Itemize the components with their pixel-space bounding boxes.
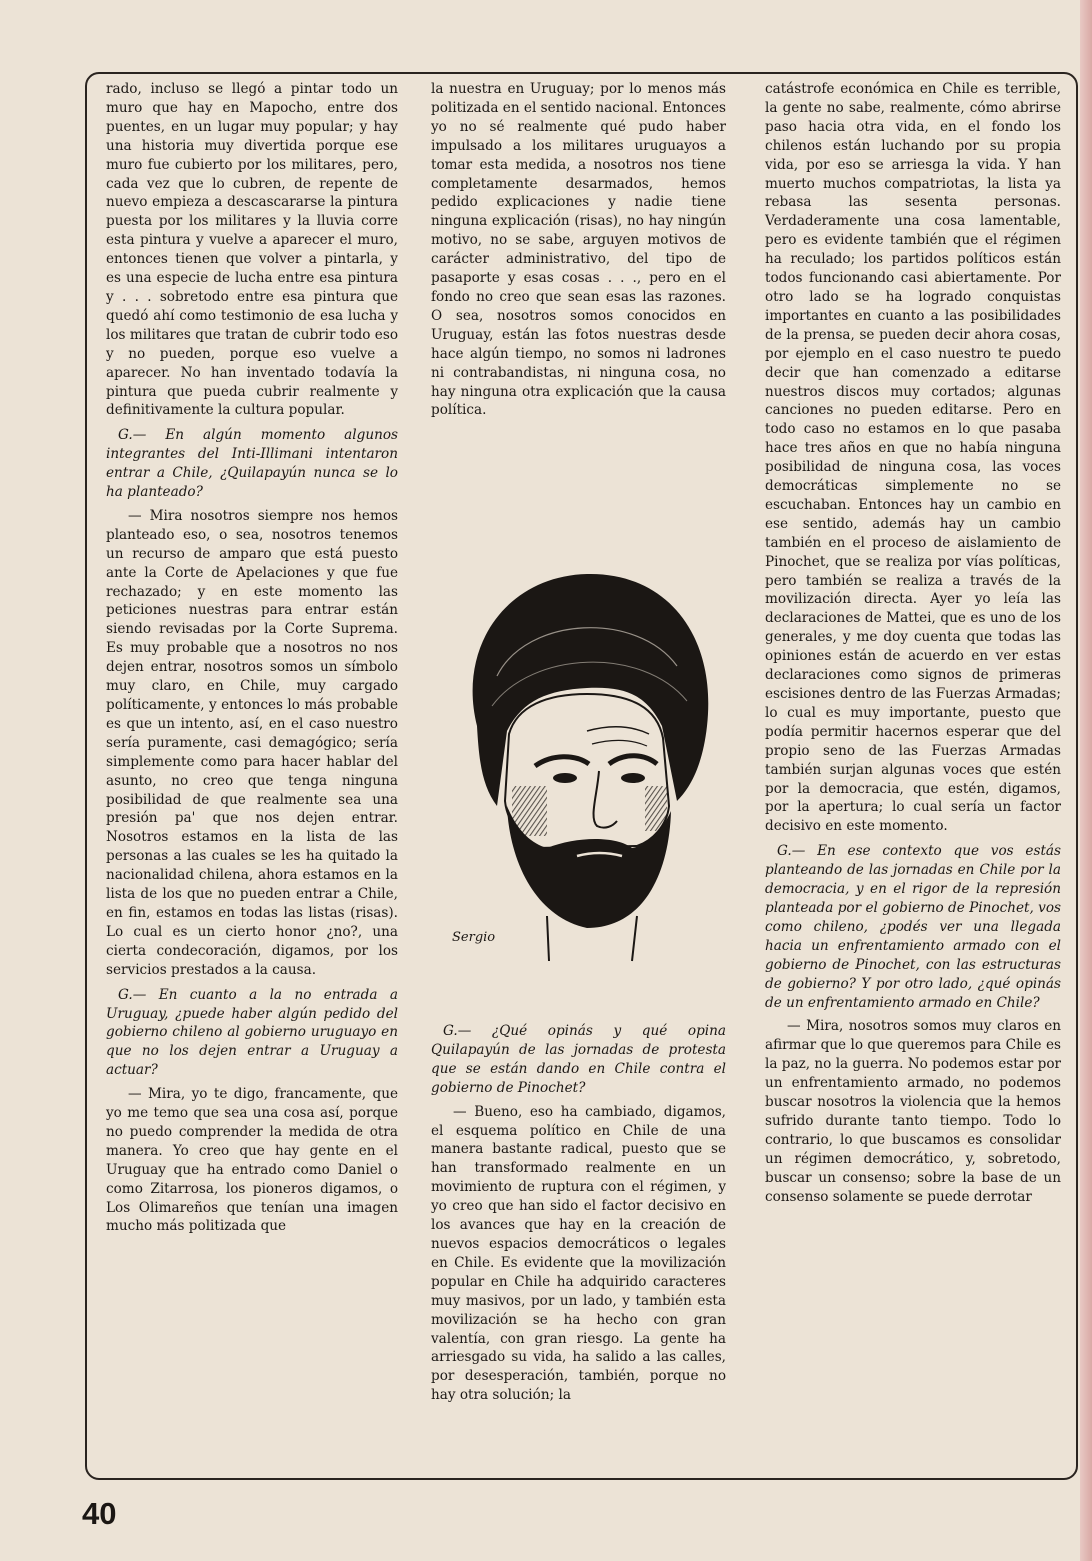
interview-answer: — Mira nosotros siempre nos hemos planteado eso, o sea, nosotros tenemos un recurso de amparo que está puesto ante la Corte de Apelaciones y que fue rechazado; y en este momento las peticiones nuestras para entrar están siendo revisadas por la Corte Suprema. Es muy probable que a nosotros no nos dejen entrar, nosotros somos un símbolo muy claro, en Chile, muy cargado políticamente, y entonces lo más probable es que un intento, así, en el caso nuestro sería puramente, casi demagógico; sería simplemente como para hacer hablar del asunto, no creo que tenga ninguna posibilidad de que realmente sea una presión pa' que nos dejen entrar. Nosotros estamos en la lista de las personas a las cuales se les ha quitado la nacionalidad chilena, ahora estamos en la lista de los que no pueden entrar a Chile, en fin, estamos en todas las listas (risas). Lo cual es un cierto honor ¿no?, una cierta condecoración, digamos, por los servicios prestados a la causa. <box>106 507 398 978</box>
portrait-illustration <box>437 556 727 976</box>
page-number: 40 <box>82 1496 117 1531</box>
paragraph: catástrofe económica en Chile es terrible, la gente no sabe, realmente, cómo abrirse paso hacia otra vida, en el fondo los chilenos están luchando por su propia vida, por eso se arriesga la vida. Y han muerto muchos compatriotas, la lista ya rebasa las sesenta personas. Verdaderamente una cosa lamentable, pero es evidente también que el régimen ha reculado; los partidos políticos están todos funcionando casi abiertamente. Por otro lado se ha logrado conquistas importantes en cuanto a las posibilidades de la prensa, se pueden decir ahora cosas, por ejemplo en el caso nuestro te puedo decir que han comenzado a editarse nuestros discos muy cortados; algunas canciones no pueden editarse. Pero en todo caso no estamos en lo que pasaba hace tres años en que no había ninguna posibilidad de ninguna cosa, las voces democráticas simplemente no se escuchaban. Entonces hay un cambio en ese sentido, además hay un cambio también en el proceso de aislamiento de Pinochet, que se realiza por vías políticas, pero también se realiza a través de la movilización directa. Ayer yo leía las declaraciones de Mattei, que es uno de los generales, y me doy cuenta que todas las opiniones están de acuerdo en ver estas declaraciones como signos de primeras escisiones dentro de las Fuerzas Armadas; lo cual es muy importante, puesto que podía permitir hacernos esperar que del propio seno de las Fuerzas Armadas también surjan algunas voces que estén por la democracia, que estén, digamos, por la apertura; lo cual sería un factor decisivo en este momento. <box>765 81 1061 835</box>
paragraph: rado, incluso se llegó a pintar todo un muro que hay en Mapocho, entre dos puentes, en un lugar muy popular; y hay una historia muy divertida porque ese muro fue cubierto por los militares, pero, cada vez que lo cubren, de repente de nuevo empieza a descascararse la pintura puesta por los militares y la lluvia corre esta pintura y vuelve a aparecer el muro, entonces tienen que volver a pintarla, y es una especie de lucha entre esa pintura y . . . sobretodo entre esa pintura que quedó ahí como testimonio de esa lucha y los militares que tratan de cubrir todo eso y no pueden, porque eso vuelve a aparecer. No han inventado todavía la pintura que pueda cubrir realmente y definitivamente la cultura popular. <box>106 81 398 419</box>
artist-signature: Sergio <box>452 930 496 945</box>
bearded-man-portrait <box>437 556 727 976</box>
interview-answer: — Mira, nosotros somos muy claros en afirmar que lo que queremos para Chile es la paz, no la guerra. No podemos estar por un enfrentamiento armado, no podemos buscar nosotros la violencia que la hemos sufrido durante tanto tiempo. Todo lo contrario, lo que buscamos es consolidar un régimen democrático, y, sobretodo, buscar un consenso; sobre la base de un consenso solamente se puede derrotar <box>765 1018 1061 1205</box>
interview-question: G.— En cuanto a la no entrada a Uruguay, ¿puede haber algún pedido del gobierno chileno al gobierno uruguayo en que no los dejen entrar a Uruguay a actuar? <box>106 986 398 1079</box>
interview-answer: — Bueno, eso ha cambiado, digamos, el esquema político en Chile de una manera bastante radical, puesto que se han transformado realmente en un movimiento de ruptura con el régimen, y yo creo que han sido el factor decisivo en los avances que hay en la creación de nuevos espacios democráticos o legales en Chile. Es evidente que la movilización popular en Chile ha adquirido caracteres muy masivos, por un lado, y también esta movilización se ha hecho con gran valentía, con gran riesgo. La gente ha arriesgado su vida, ha salido a las calles, por desesperación, también, porque no hay otra solución; la <box>431 1103 726 1404</box>
interview-question: G.— En algún momento algunos integrantes del Inti-Illimani intentaron entrar a Chile, ¿Quilapayún nunca se lo ha planteado? <box>106 427 398 501</box>
interview-question: G.— En ese contexto que vos estás planteando de las jornadas en Chile por la democracia, y en el rigor de la represión planteada por el gobierno de Pinochet, vos como chileno, ¿podés ver una llegada hacia un enfrentamiento armado con el gobierno de Pinochet, con las estructuras de gobierno? Y por otro lado, ¿qué opinás de un enfrentamiento armado en Chile? <box>765 843 1061 1011</box>
paragraph: la nuestra en Uruguay; por lo menos más politizada en el sentido nacional. Entonces yo no sé realmente qué pudo haber impulsado a los militares uruguayos a tomar esta medida, a nosotros nos tiene completamente desarmados, hemos pedido explicaciones y nadie tiene ninguna explicación (risas), no hay ningún motivo, no se sabe, arguyen motivos de carácter administrativo, del tipo de pasaporte y esas cosas . . ., pero en el fondo no creo que sean esas las razones. O sea, nosotros somos conocidos en Uruguay, están las fotos nuestras desde hace algún tiempo, no somos ni ladrones ni contrabandistas, ni ninguna cosa, no hay ninguna otra explicación que la causa política. <box>431 81 726 419</box>
article-column-2-bottom <box>431 1022 726 1410</box>
page-edge <box>1080 0 1092 1561</box>
interview-question: G.— ¿Qué opinás y qué opina Quilapayún de las jornadas de protesta que se están dando en Chile contra el gobierno de Pinochet? <box>431 1023 726 1096</box>
interview-answer: — Mira, yo te digo, francamente, que yo me temo que sea una cosa así, porque no puedo comprender la medida de otra manera. Yo creo que hay gente en el Uruguay que ha entrado como Daniel o como Zitarrosa, los pioneros digamos, o Los Olimareños que tenían una imagen mucho más politizada que <box>106 1086 398 1235</box>
article-column-1 <box>106 80 398 1241</box>
article-column-3 <box>765 80 1061 1211</box>
article-column-2-top <box>431 80 726 425</box>
